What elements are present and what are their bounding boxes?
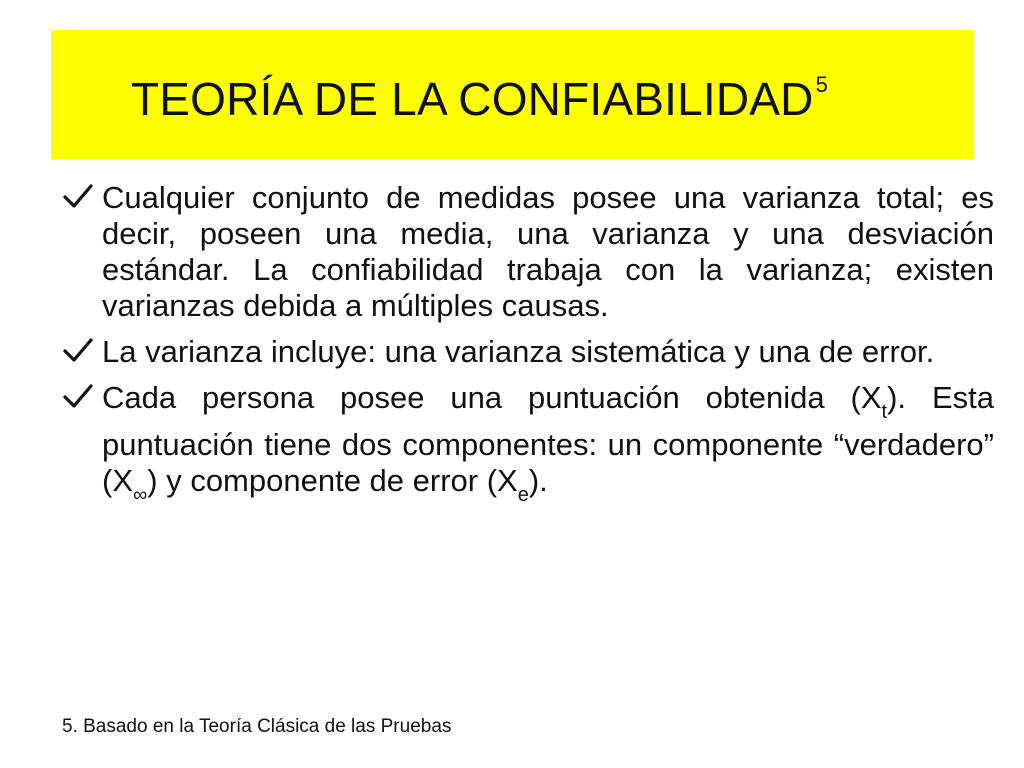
bullet-item bbox=[62, 380, 994, 510]
subscript-infinity: ∞ bbox=[133, 484, 148, 507]
bullet-text-part: ) y componente de error (X bbox=[147, 463, 518, 499]
footnote: 5. Basado en la Teoría Clásica de las Pruebas bbox=[62, 716, 452, 737]
bullet-text-part: Cada persona posee una puntuación obtenida (X bbox=[102, 380, 882, 415]
title-footnote-ref: 5 bbox=[815, 72, 829, 98]
bullet-text bbox=[102, 380, 994, 507]
checkmark-icon bbox=[62, 381, 94, 413]
checkmark-icon bbox=[62, 335, 94, 367]
subscript-t: t bbox=[881, 401, 888, 424]
bullet-text: Cualquier conjunto de medidas posee una varianza total; es decir, poseen una media, una varianza y una desviación estándar. La confiabilidad trabaja con la varianza; existen varianzas debida a múltiples causas. bbox=[102, 180, 994, 323]
bullet-item bbox=[62, 180, 994, 324]
checkmark-icon bbox=[62, 181, 94, 213]
subscript-e: e bbox=[517, 484, 529, 507]
title-banner bbox=[51, 30, 973, 159]
bullet-text-part: ). bbox=[528, 463, 548, 499]
slide-title bbox=[131, 72, 829, 125]
bullet-list bbox=[62, 180, 994, 520]
slide-title-text: TEORÍA DE LA CONFIABILIDAD bbox=[131, 72, 814, 125]
bullet-text: La varianza incluye: una varianza sistemática y una de error. bbox=[102, 334, 935, 369]
bullet-item bbox=[62, 334, 994, 370]
bullet-text-part: ). Esta puntuación tiene dos componentes: un componente “verdadero” (X bbox=[102, 380, 994, 499]
